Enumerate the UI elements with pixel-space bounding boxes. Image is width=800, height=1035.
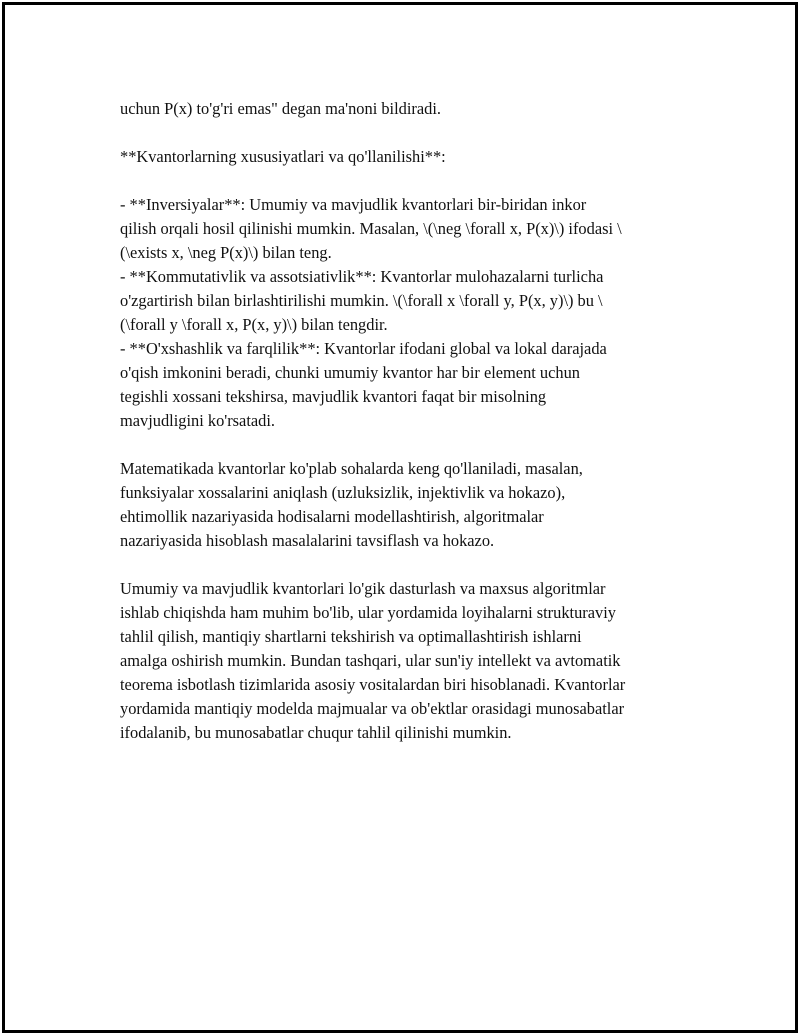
bullet-line: - **Kommutativlik va assotsiativlik**: Kvantorlar mulohazalarni turlicha	[120, 267, 604, 286]
section-heading: **Kvantorlarning xususiyatlari va qo'llanilishi**:	[120, 147, 446, 166]
bullet-line: (\forall y \forall x, P(x, y)\) bilan tengdir.	[120, 315, 388, 334]
paragraph-line: nazariyasida hisoblash masalalarini tavsiflash va hokazo.	[120, 531, 495, 550]
document-page	[2, 2, 798, 1033]
bullet-line: tegishli xossani tekshirsa, mavjudlik kvantori faqat bir misolning	[120, 387, 547, 406]
paragraph-gap	[120, 121, 695, 145]
intro-line: uchun P(x) to'g'ri emas" degan ma'noni bildiradi.	[120, 99, 441, 118]
paragraph-line: funksiyalar xossalarini aniqlash (uzluksizlik, injektivlik va hokazo),	[120, 483, 566, 502]
paragraph-line: ehtimollik nazariyasida hodisalarni modellashtirish, algoritmalar	[120, 507, 544, 526]
paragraph-line: teorema isbotlash tizimlarida asosiy vositalardan biri hisoblanadi. Kvantorlar	[120, 675, 626, 694]
bullet-item-inversiyalar	[120, 193, 695, 265]
paragraph-line: ishlab chiqishda ham muhim bo'lib, ular yordamida loyihalarni strukturaviy	[120, 603, 616, 622]
bullet-line: - **Inversiyalar**: Umumiy va mavjudlik kvantorlari bir-biridan inkor	[120, 195, 587, 214]
paragraph-line: yordamida mantiqiy modelda majmualar va ob'ektlar orasidagi munosabatlar	[120, 699, 625, 718]
bullet-line: o'qish imkonini beradi, chunki umumiy kvantor har bir element uchun	[120, 363, 580, 382]
paragraph-gap	[120, 433, 695, 457]
paragraph-line: tahlil qilish, mantiqiy shartlarni tekshirish va optimallashtirish ishlarni	[120, 627, 582, 646]
paragraph-applications	[120, 457, 695, 553]
bullet-line: o'zgartirish bilan birlashtirilishi mumkin. \(\forall x \forall y, P(x, y)\) bu \	[120, 291, 603, 310]
paragraph-line: Umumiy va mavjudlik kvantorlari lo'gik dasturlash va maxsus algoritmlar	[120, 579, 606, 598]
bullet-line: (\exists x, \neg P(x)\) bilan teng.	[120, 243, 332, 262]
paragraph-line: Matematikada kvantorlar ko'plab sohalarda keng qo'llaniladi, masalan,	[120, 459, 583, 478]
bullet-line: mavjudligini ko'rsatadi.	[120, 411, 275, 430]
paragraph-gap	[120, 553, 695, 577]
document-body	[120, 97, 695, 745]
paragraph-gap	[120, 169, 695, 193]
bullet-item-kommutativlik	[120, 265, 695, 337]
bullet-list	[120, 193, 695, 433]
paragraph-line: amalga oshirish mumkin. Bundan tashqari, ular sun'iy intellekt va avtomatik	[120, 651, 621, 670]
bullet-item-oxshashlik	[120, 337, 695, 433]
bullet-line: - **O'xshashlik va farqlilik**: Kvantorlar ifodani global va lokal darajada	[120, 339, 607, 358]
paragraph-programming	[120, 577, 695, 745]
paragraph-line: ifodalanib, bu munosabatlar chuqur tahlil qilinishi mumkin.	[120, 723, 512, 742]
bullet-line: qilish orqali hosil qilinishi mumkin. Masalan, \(\neg \forall x, P(x)\) ifodasi \	[120, 219, 622, 238]
